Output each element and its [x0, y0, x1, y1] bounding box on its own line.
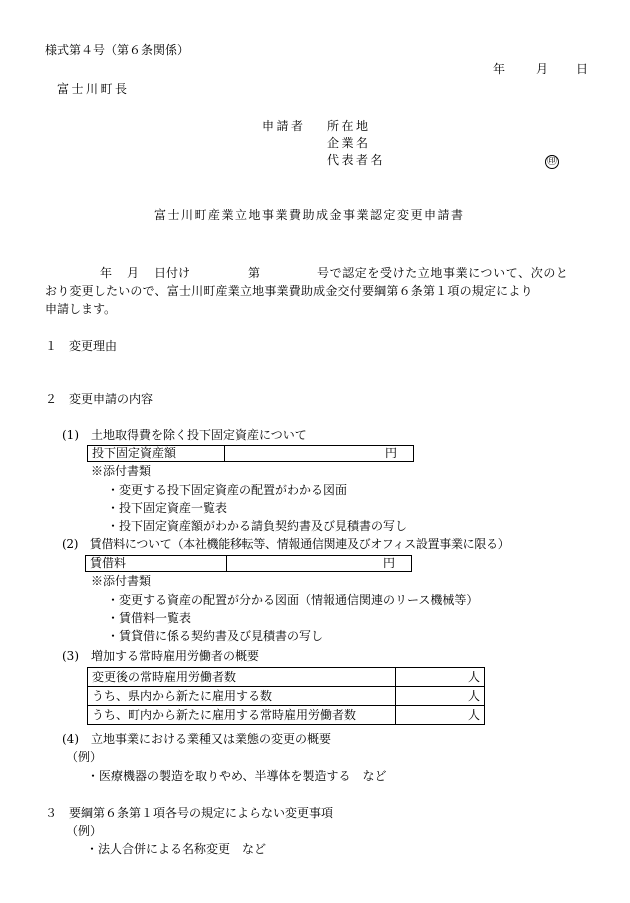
item1-attachment: ・投下固定資産一覧表: [107, 501, 228, 515]
item2-attachment: ・変更する資産の配置が分かる図面（情報通信関連のリース機械等）: [107, 593, 479, 607]
applicant-company-label: 企業名: [327, 136, 371, 150]
item1-attach-title: ※添付書類: [91, 464, 152, 478]
table-row: [88, 687, 485, 706]
item4-heading: (4) 立地事業における業種又は業態の変更の概要: [62, 732, 331, 746]
fixed-asset-unit: 円: [384, 446, 397, 460]
item2-attachment: ・賃借料一覧表: [107, 611, 192, 625]
date-year-label: 年: [493, 62, 506, 76]
employee-row-value-cell[interactable]: [396, 706, 485, 725]
document-title: 富士川町産業立地事業費助成金事業認定変更申請書: [154, 208, 465, 222]
section2-heading: ２ 変更申請の内容: [45, 392, 154, 406]
seal-glyph: ㊞: [547, 156, 557, 167]
employee-row-value-cell[interactable]: [396, 668, 485, 687]
applicant-address-label: 所在地: [327, 119, 371, 133]
employee-row-label: 変更後の常時雇用労働者数: [88, 668, 396, 687]
table-row: [88, 706, 485, 725]
employee-row-value-cell[interactable]: [396, 687, 485, 706]
item3-heading: (3) 増加する常時雇用労働者の概要: [62, 649, 259, 663]
fixed-asset-label: 投下固定資産額: [88, 446, 225, 462]
rent-amount-cell[interactable]: [227, 556, 412, 572]
section3-heading: ３ 要綱第６条第１項各号の規定によらない変更事項: [45, 806, 334, 820]
item1-attachment: ・変更する投下固定資産の配置がわかる図面: [107, 483, 348, 497]
item4-example-label: （例）: [66, 750, 103, 764]
item2-attachment: ・賃貸借に係る契約書及び見積書の写し: [107, 629, 324, 643]
applicant-role-label: 申請者: [262, 119, 306, 133]
seal-mark: [545, 153, 559, 169]
fixed-asset-amount-cell[interactable]: [225, 446, 414, 462]
section3-example: ・法人合併による名称変更 など: [86, 842, 267, 856]
intro-line3: 申請します。: [45, 302, 117, 316]
date-month-label: 月: [536, 62, 549, 76]
rent-unit: 円: [382, 556, 395, 570]
table-row: [86, 556, 412, 572]
item1-heading: (1) 土地取得費を除く投下固定資産について: [62, 428, 307, 442]
section3-example-label: （例）: [66, 824, 103, 838]
fixed-asset-table: [87, 445, 414, 462]
date-day-label: 日: [576, 62, 589, 76]
intro-month: 月: [127, 266, 140, 280]
intro-dai: 第: [248, 266, 261, 280]
item2-heading: (2) 賃借料について（本社機能移転等、情報通信関連及びオフィス設置事業に限る）: [62, 537, 510, 551]
employee-row-label: うち、県内から新たに雇用する数: [88, 687, 396, 706]
item4-example: ・医療機器の製造を取りやめ、半導体を製造する など: [87, 769, 387, 783]
employee-row-unit: 人: [467, 669, 480, 684]
table-row: [88, 446, 414, 462]
form-number: 様式第４号（第６条関係）: [45, 43, 190, 57]
employee-row-unit: 人: [467, 707, 480, 722]
intro-line2: おり変更したいので、富士川町産業立地事業費助成金交付要綱第６条第１項の規定により: [45, 284, 533, 298]
intro-year: 年: [100, 266, 113, 280]
item1-attachment: ・投下固定資産額がわかる請負契約書及び見積書の写し: [107, 519, 408, 533]
table-row: [88, 668, 485, 687]
applicant-representative-label: 代表者名: [327, 153, 386, 167]
intro-line1-rest: 号で認定を受けた立地事業について、次のと: [317, 266, 569, 280]
item2-attach-title: ※添付書類: [91, 574, 152, 588]
employee-row-label: うち、町内から新たに雇用する常時雇用労働者数: [88, 706, 396, 725]
rent-table: [85, 555, 412, 572]
employee-table: [87, 667, 485, 725]
intro-day: 日付け: [154, 266, 191, 280]
section1-heading: １ 変更理由: [45, 339, 118, 353]
rent-label: 賃借料: [86, 556, 227, 572]
addressee: 富士川町長: [57, 82, 130, 96]
employee-row-unit: 人: [467, 688, 480, 703]
